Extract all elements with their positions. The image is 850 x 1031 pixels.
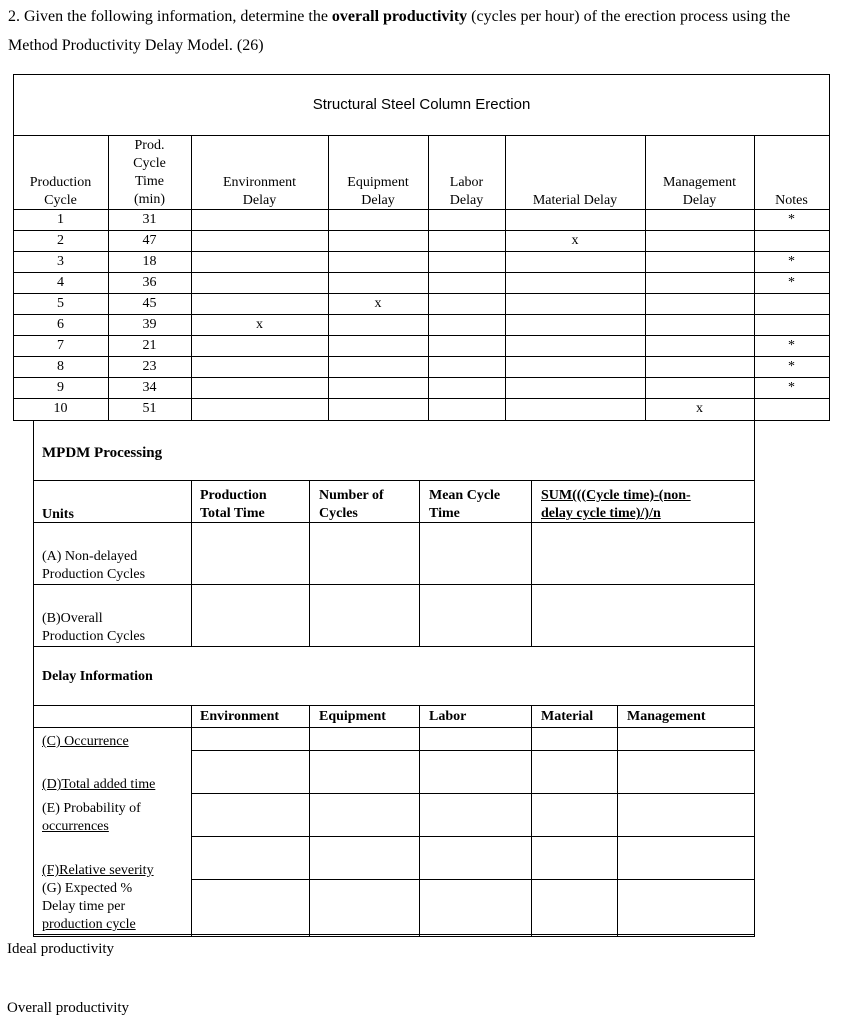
- material-cell: x: [571, 233, 579, 248]
- header-material-delay: Material Delay: [532, 193, 618, 208]
- col-number-of-cycles: Number of Cycles: [319, 488, 384, 521]
- environment-cell: x: [256, 317, 263, 332]
- time-cell: 18: [142, 254, 157, 269]
- time-cell: 34: [142, 380, 157, 395]
- col-mean-cycle-time: Mean Cycle Time: [429, 488, 501, 521]
- time-cell: 36: [142, 275, 157, 290]
- row-e-label: (E) Probability of occurrences: [42, 801, 141, 834]
- notes-cell: *: [788, 275, 795, 290]
- header-environment-delay: Environment Delay: [222, 175, 297, 208]
- row-c-label: (C) Occurrence: [42, 734, 129, 749]
- header-notes: Notes: [775, 193, 808, 208]
- overall-productivity-label: Overall productivity: [7, 1000, 130, 1016]
- cycle-cell: 7: [57, 338, 64, 353]
- cycle-cell: 3: [57, 254, 64, 269]
- equipment-cell: x: [374, 296, 382, 311]
- header-labor-delay: Labor Delay: [449, 175, 484, 208]
- delay-col-material: Material: [541, 709, 594, 724]
- notes-cell: *: [788, 212, 795, 227]
- time-cell: 47: [142, 233, 157, 248]
- time-cell: 51: [142, 401, 157, 416]
- time-cell: 21: [142, 338, 157, 353]
- question-bold: overall productivity: [331, 8, 468, 25]
- cycle-cell: 4: [57, 275, 64, 290]
- notes-cell: *: [788, 359, 795, 374]
- delay-col-environment: Environment: [200, 709, 280, 724]
- row-f-label: (F)Relative severity: [42, 863, 154, 878]
- row-b-label: (B)Overall Production Cycles: [42, 611, 146, 644]
- header-cycle-time: Prod. Cycle Time (min): [133, 138, 166, 207]
- row-d-label: (D)Total added time: [42, 777, 156, 792]
- cycle-cell: 8: [57, 359, 64, 374]
- time-cell: 45: [142, 296, 157, 311]
- units-label: Units: [42, 507, 74, 522]
- time-cell: 31: [142, 212, 157, 227]
- cycle-cell: 6: [57, 317, 64, 332]
- time-cell: 39: [142, 317, 157, 332]
- cycle-cell: 10: [53, 401, 68, 416]
- mpdm-title: MPDM Processing: [42, 445, 163, 461]
- header-production-cycle: Production Cycle: [29, 175, 92, 208]
- question-text: 2. Given the following information, determine the overall productivity (cycles per hour) of the erection process using the Method Productivity Delay Model. (26): [8, 8, 791, 54]
- col-sum-formula: SUM(((Cycle time)-(non- delay cycle time)/)/n: [541, 488, 691, 521]
- cycle-cell: 9: [57, 380, 64, 395]
- management-cell: x: [696, 401, 703, 416]
- delay-col-management: Management: [627, 709, 706, 724]
- delay-col-equipment: Equipment: [319, 709, 386, 724]
- cycle-cell: 2: [57, 233, 64, 248]
- cycle-cell: 5: [57, 296, 64, 311]
- ideal-productivity-label: Ideal productivity: [7, 941, 115, 957]
- notes-cell: *: [788, 380, 795, 395]
- row-g-label: (G) Expected % Delay time per production cycle: [42, 881, 136, 932]
- col-production-total-time: Production Total Time: [200, 488, 267, 521]
- notes-cell: *: [788, 338, 795, 353]
- notes-cell: *: [788, 254, 795, 269]
- table-title: Structural Steel Column Erection: [312, 96, 531, 113]
- header-management-delay: Management Delay: [662, 175, 737, 208]
- delay-col-labor: Labor: [429, 709, 467, 724]
- delay-info-title: Delay Information: [42, 669, 153, 684]
- row-a-label: (A) Non-delayed Production Cycles: [42, 549, 146, 582]
- cycle-cell: 1: [57, 212, 64, 227]
- header-equipment-delay: Equipment Delay: [347, 175, 409, 208]
- time-cell: 23: [142, 359, 157, 374]
